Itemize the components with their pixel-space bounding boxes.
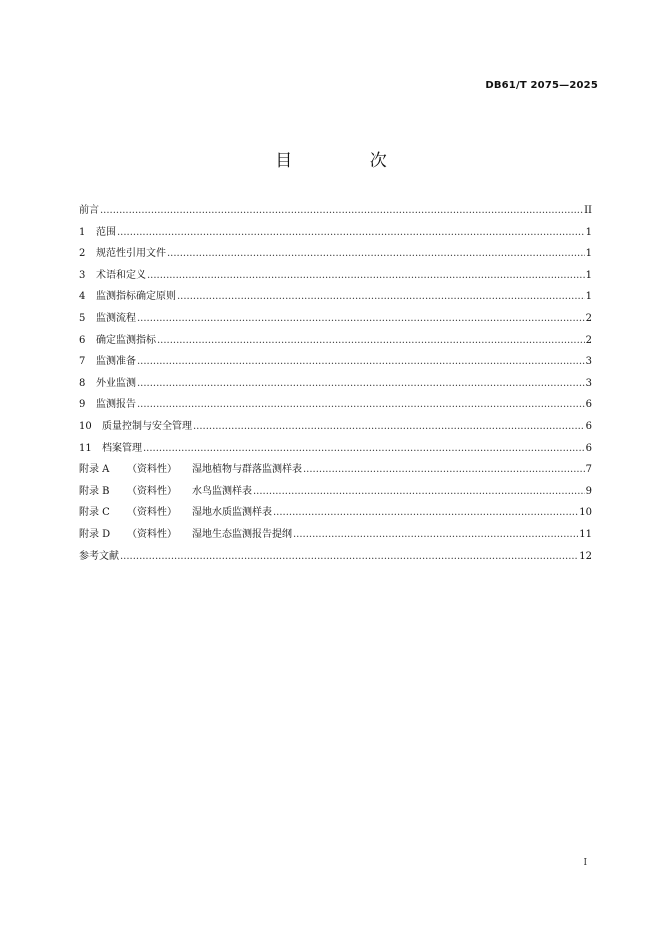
toc-entry-section[interactable] (79, 286, 592, 308)
table-of-contents (79, 200, 592, 567)
toc-entry-number: 5 (79, 312, 86, 324)
toc-entry-number: 3 (79, 269, 86, 281)
toc-entry-section[interactable] (79, 373, 592, 395)
toc-appendix-type: （资料性） (127, 485, 177, 497)
toc-entry-number: 6 (79, 334, 86, 346)
toc-entry-label: 水鸟监测样表 (192, 485, 252, 497)
page-number: I (583, 858, 587, 868)
toc-leader-dots (100, 200, 583, 222)
toc-leader-dots (137, 394, 585, 416)
toc-entry-page: 1 (585, 291, 592, 303)
toc-leader-dots (273, 502, 578, 524)
toc-entry-page: 11 (579, 528, 592, 540)
toc-entry-label: 规范性引用文件 (96, 248, 166, 260)
toc-leader-dots (193, 416, 585, 438)
toc-entry-page: 3 (585, 377, 592, 389)
page-title: 目 次 (275, 151, 423, 171)
toc-entry-page: 6 (585, 399, 592, 411)
toc-leader-dots (117, 222, 585, 244)
toc-leader-dots (303, 459, 585, 481)
toc-appendix-type: （资料性） (127, 528, 177, 540)
toc-entry-label: 档案管理 (102, 442, 142, 454)
toc-entry-label: 范围 (96, 226, 116, 238)
toc-entry-label: 监测流程 (96, 312, 136, 324)
toc-leader-dots (137, 351, 585, 373)
toc-entry-appendix[interactable] (79, 524, 592, 546)
toc-leader-dots (177, 286, 585, 308)
toc-entry-page: 10 (579, 507, 592, 519)
toc-leader-dots (167, 243, 585, 265)
toc-entry-section[interactable] (79, 438, 592, 460)
toc-entry-appendix[interactable] (79, 502, 592, 524)
toc-entry-number: 9 (79, 399, 86, 411)
document-code: DB61/T 2075—2025 (485, 80, 598, 91)
toc-entry-number: 10 (79, 420, 92, 432)
toc-entry-number: 1 (79, 226, 86, 238)
toc-entry-label: 监测指标确定原则 (96, 291, 176, 303)
toc-entry-label: 湿地生态监测报告提纲 (192, 528, 292, 540)
toc-appendix-type: （资料性） (127, 464, 177, 476)
toc-entry-page: 6 (585, 442, 592, 454)
toc-leader-dots (137, 308, 585, 330)
toc-entry-section[interactable] (79, 394, 592, 416)
toc-appendix-id: 附录 B (79, 485, 110, 497)
toc-entry-label: 湿地植物与群落监测样表 (192, 464, 302, 476)
toc-entry-page: 1 (585, 248, 592, 260)
toc-entry-section[interactable] (79, 265, 592, 287)
toc-leader-dots (147, 265, 585, 287)
toc-entry-page: 1 (585, 226, 592, 238)
toc-appendix-id: 附录 D (79, 528, 111, 540)
toc-leader-dots (157, 330, 585, 352)
toc-entry-bibliography[interactable] (79, 546, 592, 568)
toc-entry-appendix[interactable] (79, 459, 592, 481)
toc-appendix-id: 附录 C (79, 507, 110, 519)
toc-entry-label: 术语和定义 (96, 269, 146, 281)
toc-entry-page: 2 (585, 312, 592, 324)
toc-entry-section[interactable] (79, 243, 592, 265)
toc-entry-label: 监测准备 (96, 356, 136, 368)
toc-entry-page: 6 (585, 420, 592, 432)
toc-entry-page: 7 (585, 464, 592, 476)
toc-entry-label: 前言 (79, 205, 99, 216)
toc-leader-dots (137, 373, 585, 395)
toc-entry-section[interactable] (79, 416, 592, 438)
toc-entry-label: 参考文献 (79, 550, 119, 562)
toc-entry-page: 1 (585, 269, 592, 281)
toc-entry-section[interactable] (79, 330, 592, 352)
toc-entry-number: 7 (79, 356, 86, 368)
toc-entry-section[interactable] (79, 222, 592, 244)
toc-entry-page: 9 (585, 485, 592, 497)
toc-leader-dots (143, 438, 585, 460)
toc-appendix-id: 附录 A (79, 464, 110, 476)
toc-entry-section[interactable] (79, 308, 592, 330)
toc-entry-label: 质量控制与安全管理 (102, 420, 192, 432)
toc-entry-page: 3 (585, 356, 592, 368)
toc-leader-dots (293, 524, 578, 546)
toc-entry-label: 监测报告 (96, 399, 136, 411)
toc-leader-dots (120, 546, 578, 568)
toc-entry-number: 4 (79, 291, 86, 303)
toc-entry-label: 确定监测指标 (96, 334, 156, 346)
toc-entry-label: 外业监测 (96, 377, 136, 389)
toc-entry-section[interactable] (79, 351, 592, 373)
toc-entry-page: II (584, 205, 592, 216)
toc-entry-number: 8 (79, 377, 86, 389)
toc-entry-foreword[interactable] (79, 200, 592, 222)
toc-entry-label: 湿地水质监测样表 (192, 507, 272, 519)
toc-entry-number: 2 (79, 248, 86, 260)
toc-entry-appendix[interactable] (79, 481, 592, 503)
toc-entry-number: 11 (79, 442, 92, 454)
toc-entry-page: 12 (579, 550, 592, 562)
toc-entry-page: 2 (585, 334, 592, 346)
toc-leader-dots (253, 481, 585, 503)
toc-appendix-type: （资料性） (127, 507, 177, 519)
